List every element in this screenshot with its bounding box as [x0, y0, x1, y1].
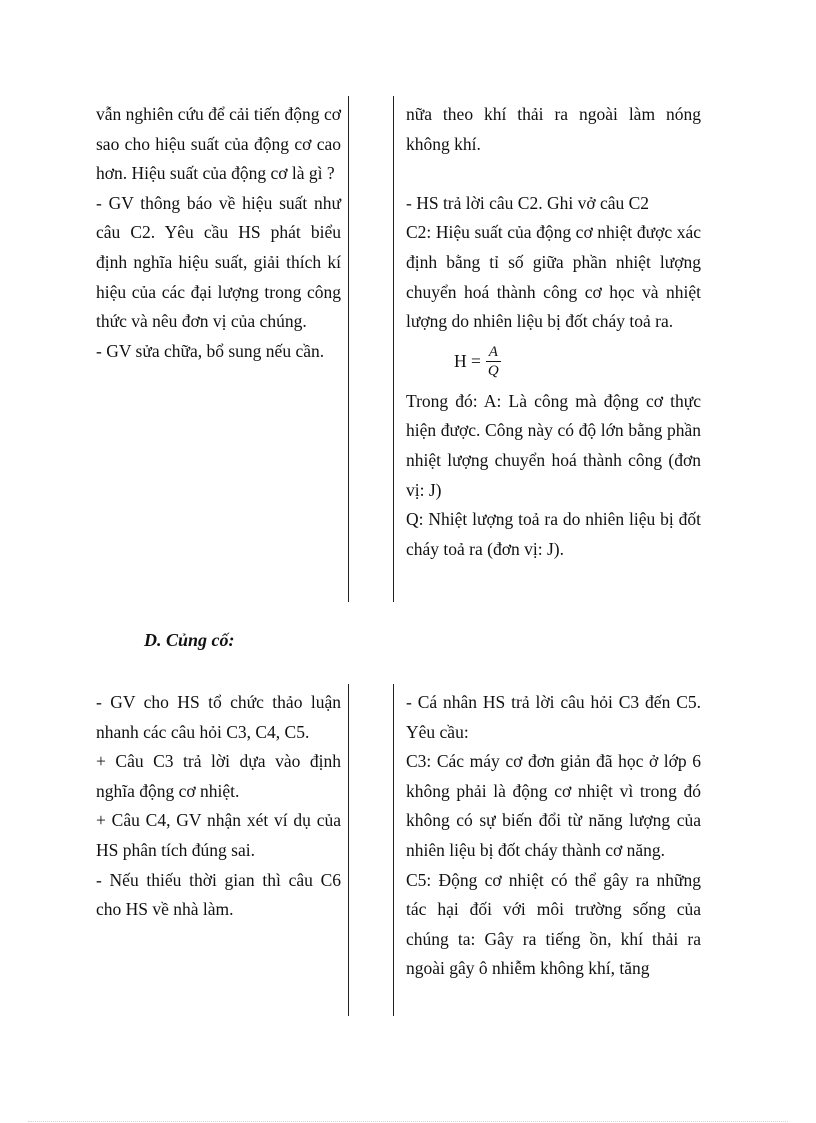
bottom-left-column — [96, 688, 341, 925]
paragraph: Trong đó: A: Là công mà động cơ thực hiện được. Công này có độ lớn bằng phần nhiệt lượng chuyển hoá thành công (đơn vị: J) — [406, 390, 701, 500]
paragraph: + Câu C3 trả lời dựa vào định nghĩa động cơ nhiệt. — [96, 751, 341, 801]
paragraph: - Cá nhân HS trả lời câu hỏi C3 đến C5. Yêu cầu: — [406, 692, 701, 742]
paragraph: - GV thông báo về hiệu suất như câu C2. Yêu cầu HS phát biểu định nghĩa hiệu suất, giải thích kí hiệu của các đại lượng trong công thức và nêu đơn vị của chúng. — [96, 192, 341, 332]
column-divider — [393, 96, 394, 602]
paragraph: - HS trả lời câu C2. Ghi vở câu C2 — [406, 192, 650, 213]
paragraph: - GV cho HS tổ chức thảo luận nhanh các câu hỏi C3, C4, C5. — [96, 692, 341, 742]
efficiency-formula — [406, 337, 701, 387]
section-heading: D. Củng cố: — [144, 630, 235, 650]
blank-line — [406, 159, 701, 189]
paragraph: + Câu C4, GV nhận xét ví dụ của HS phân tích đúng sai. — [96, 810, 341, 860]
paragraph: - Nếu thiếu thời gian thì câu C6 cho HS về nhà làm. — [96, 869, 341, 920]
formula-numerator: A — [486, 343, 501, 362]
column-divider — [348, 96, 349, 602]
paragraph: C2: Hiệu suất của động cơ nhiệt được xác định bằng tỉ số giữa phần nhiệt lượng chuyển hoá thành công cơ học và nhiệt lượng do nhiên liệu bị đốt cháy toả ra. — [406, 222, 701, 332]
bottom-right-column — [406, 688, 701, 984]
paragraph: Q: Nhiệt lượng toả ra do nhiên liệu bị đốt cháy toả ra (đơn vị: J). — [406, 509, 701, 559]
page-bottom-border — [28, 1121, 788, 1122]
column-divider — [348, 684, 349, 1016]
paragraph: nữa theo khí thải ra ngoài làm nóng không khí. — [406, 104, 701, 154]
paragraph: - GV sửa chữa, bổ sung nếu cần. — [96, 340, 325, 361]
paragraph: C3: Các máy cơ đơn giản đã học ở lớp 6 không phải là động cơ nhiệt vì trong đó không có sự biến đổi từ năng lượng của nhiên liệu bị đốt cháy thành cơ năng. — [406, 751, 701, 860]
paragraph: vẫn nghiên cứu để cải tiến động cơ sao cho hiệu suất của động cơ cao hơn. Hiệu suất của động cơ là gì ? — [96, 104, 341, 184]
paragraph: C5: Động cơ nhiệt có thể gây ra những tác hại đối với môi trường sống của chúng ta: Gây ra tiếng ồn, khí thải ra ngoài gây ô nhiễm không khí, tăng — [406, 869, 701, 979]
column-divider — [393, 684, 394, 1016]
top-right-column — [406, 100, 701, 564]
top-left-column — [96, 100, 341, 366]
formula-lhs: H = — [454, 350, 481, 371]
formula-fraction — [485, 343, 502, 380]
formula-denominator: Q — [487, 363, 499, 380]
